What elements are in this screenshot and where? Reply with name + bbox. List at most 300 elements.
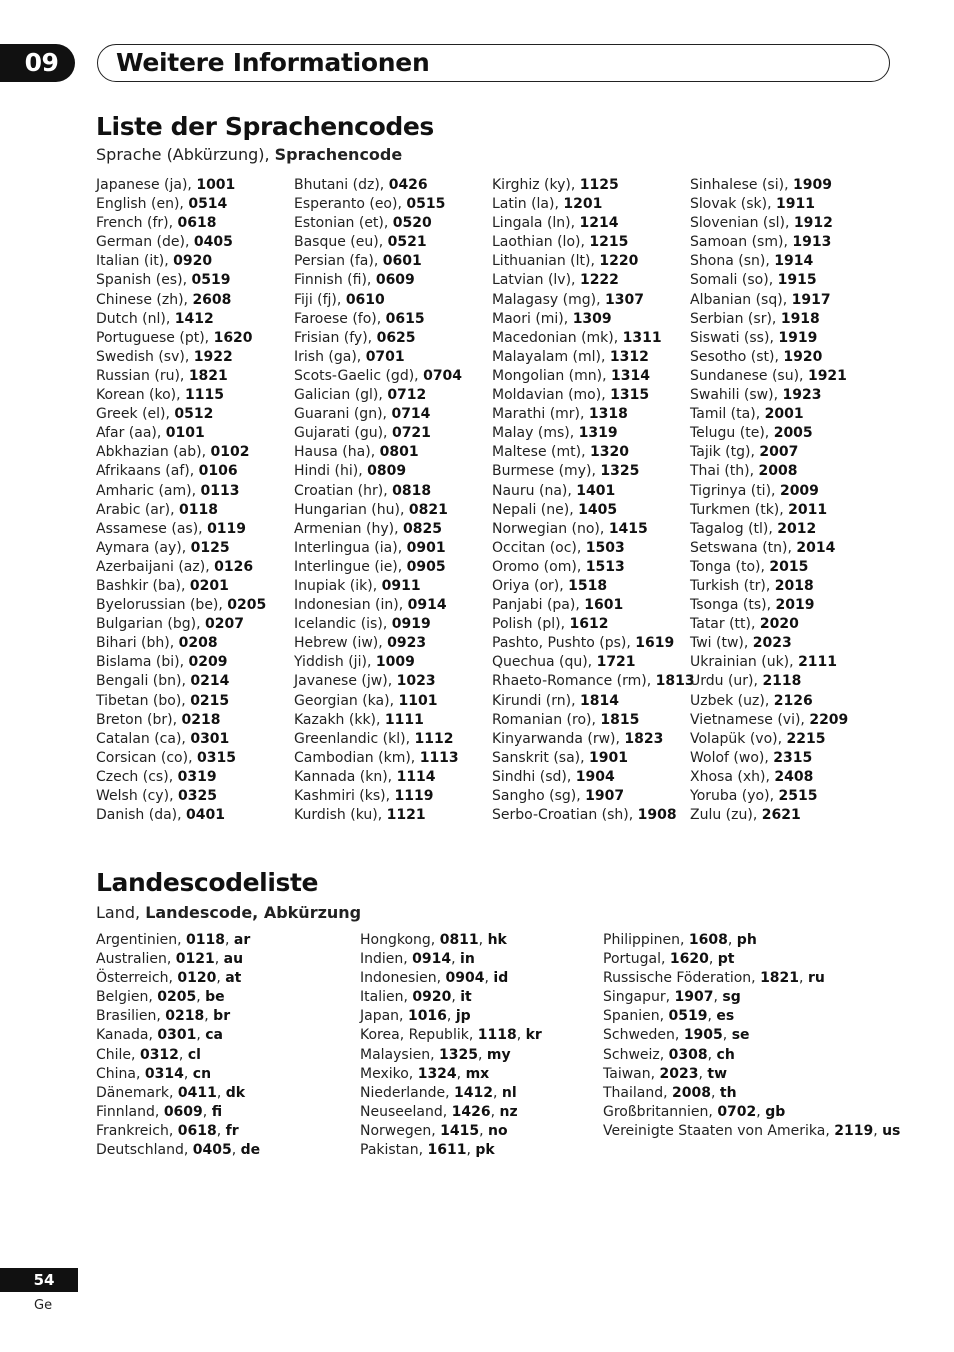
language-entry: Kannada (kn), 1114 (294, 768, 436, 785)
country-entry: Dänemark, 0411, dk (96, 1084, 246, 1101)
language-name: Amharic (am) (96, 482, 192, 499)
language-code: 0215 (190, 692, 230, 709)
language-entry: Persian (fa), 0601 (294, 253, 422, 270)
country-name: Philippinen (603, 932, 681, 948)
language-entry: Siswati (ss), 1919 (690, 329, 818, 346)
language-code: 2315 (773, 749, 813, 766)
country-entry: Russische Föderation, 1821, ru (603, 970, 825, 987)
language-entry: Hausa (ha), 0801 (294, 444, 419, 461)
language-name: Macedonian (mk) (492, 329, 614, 346)
language-name: Bislama (bi) (96, 654, 180, 671)
language-name: Bihari (bh) (96, 635, 170, 652)
country-name: Thailand (603, 1084, 664, 1101)
language-entry: Cambodian (km), 1113 (294, 749, 459, 766)
country-abbreviation: id (493, 970, 509, 987)
language-entry: Turkmen (tk), 2011 (690, 501, 828, 518)
language-entry: Somali (so), 1915 (690, 272, 817, 289)
language-code: 1901 (589, 749, 628, 766)
language-code: 0825 (403, 520, 442, 537)
country-entry: Vereinigte Staaten von Amerika, 2119, us (603, 1122, 901, 1139)
language-code: 1923 (782, 387, 822, 404)
language-name: Samoan (sm) (690, 234, 784, 251)
language-entry: Estonian (et), 0520 (294, 215, 432, 232)
country-entry: Thailand, 2008, th (603, 1084, 737, 1101)
language-name: Pashto, Pushto (ps) (492, 635, 627, 652)
country-code: 0121 (175, 951, 215, 968)
country-abbreviation: th (719, 1084, 737, 1101)
language-name: Polish (pl) (492, 616, 561, 633)
language-name: Byelorussian (be) (96, 597, 219, 614)
language-name: Nauru (na) (492, 482, 568, 499)
language-code: 1119 (394, 788, 434, 804)
language-entry: Thai (th), 2008 (690, 463, 798, 480)
language-code: 0209 (188, 654, 228, 671)
page-number-text: 54 (33, 1271, 55, 1289)
language-entry: Moldavian (mo), 1315 (492, 387, 650, 404)
language-entry: Oriya (or), 1518 (492, 577, 608, 594)
country-abbreviation: in (460, 951, 475, 968)
country-abbreviation: cn (192, 1065, 212, 1082)
language-name: Tagalog (tl) (690, 520, 769, 537)
language-code: 0609 (375, 272, 415, 289)
language-name: Twi (tw) (690, 635, 744, 652)
language-code: 1312 (609, 348, 649, 365)
chapter-number-text: 09 (24, 48, 59, 77)
language-entry: Telugu (te), 2005 (690, 425, 813, 442)
language-entry: Slovenian (sl), 1912 (690, 215, 833, 232)
country-code: 0308 (668, 1046, 708, 1063)
language-code: 2515 (778, 788, 818, 804)
language-column-1 (96, 176, 266, 825)
language-code: 0113 (200, 482, 240, 499)
language-entry: Sindhi (sd), 1904 (492, 768, 615, 785)
language-entry: Marathi (mr), 1318 (492, 406, 628, 423)
language-entry: Kashmiri (ks), 1119 (294, 788, 434, 804)
language-code: 0514 (188, 196, 228, 213)
language-name: Bengali (bn) (96, 673, 182, 690)
country-name: Argentinien (96, 932, 178, 948)
language-name: Sundanese (su) (690, 367, 800, 384)
language-code: 0301 (190, 730, 230, 747)
country-code: 0920 (412, 989, 452, 1006)
language-entry: Greenlandic (kl), 1112 (294, 730, 454, 747)
language-name: Georgian (ka) (294, 692, 390, 709)
language-name: Albanian (sq) (690, 291, 783, 308)
country-code: 0205 (157, 989, 197, 1006)
country-abbreviation: jp (455, 1008, 471, 1025)
country-entry: Italien, 0920, it (360, 989, 472, 1006)
language-name: Ukrainian (uk) (690, 654, 790, 671)
language-code: 1912 (793, 215, 833, 232)
language-name: Tigrinya (ti) (690, 482, 772, 499)
language-name: Italian (it) (96, 253, 165, 270)
language-code: 0214 (190, 673, 230, 690)
language-name: Assamese (as) (96, 520, 199, 537)
language-name: Oriya (or) (492, 577, 560, 594)
language-entry: Norwegian (no), 1415 (492, 520, 648, 537)
country-code: 1412 (453, 1084, 493, 1101)
country-code: 1016 (407, 1008, 447, 1025)
language-code: 0325 (177, 788, 217, 804)
country-entry: Chile, 0312, cl (96, 1046, 201, 1063)
country-abbreviation: nz (499, 1103, 518, 1120)
language-name: Azerbaijani (az) (96, 558, 206, 575)
language-name: Xhosa (xh) (690, 768, 766, 785)
language-entry: Russian (ru), 1821 (96, 367, 228, 384)
language-name: Yoruba (yo) (690, 788, 770, 804)
language-code: 1815 (600, 711, 640, 728)
language-entry: Kirundi (rn), 1814 (492, 692, 619, 709)
language-code: 1320 (589, 444, 629, 461)
language-name: Kannada (kn) (294, 768, 388, 785)
language-name: Somali (so) (690, 272, 769, 289)
language-code: 1201 (563, 196, 603, 213)
language-code: 0401 (186, 807, 226, 824)
language-code: 1121 (386, 807, 426, 824)
language-name: Croatian (hr) (294, 482, 384, 499)
country-entry: Norwegen, 1415, no (360, 1122, 508, 1139)
language-code: 1325 (600, 463, 640, 480)
language-code: 2118 (762, 673, 802, 690)
language-entry: Assamese (as), 0119 (96, 520, 247, 537)
language-code: 0102 (210, 444, 250, 461)
country-entry: Malaysien, 1325, my (360, 1046, 511, 1063)
country-abbreviation: us (882, 1122, 901, 1139)
language-entry: Malayalam (ml), 1312 (492, 348, 649, 365)
language-name: Nepali (ne) (492, 501, 570, 518)
language-code: 1721 (596, 654, 636, 671)
language-name: Norwegian (no) (492, 520, 600, 537)
language-entry: Tibetan (bo), 0215 (96, 692, 230, 709)
language-name: Greek (el) (96, 406, 166, 423)
language-code: 1214 (579, 215, 619, 232)
language-name: Kazakh (kk) (294, 711, 377, 728)
language-entry: Nepali (ne), 1405 (492, 501, 618, 518)
country-abbreviation: pk (475, 1142, 495, 1159)
language-entry: Urdu (ur), 2118 (690, 673, 802, 690)
language-code: 0704 (423, 367, 463, 384)
language-name: Gujarati (gu) (294, 425, 384, 442)
language-entry: Macedonian (mk), 1311 (492, 329, 662, 346)
country-abbreviation: dk (225, 1084, 246, 1101)
language-entry: Quechua (qu), 1721 (492, 654, 636, 671)
language-code: 0208 (178, 635, 218, 652)
country-entry: Australien, 0121, au (96, 951, 244, 968)
language-code: 1309 (572, 310, 612, 327)
chapter-title-bar (97, 44, 890, 82)
language-entry: German (de), 0405 (96, 234, 233, 251)
language-entry: Interlingue (ie), 0905 (294, 558, 446, 575)
language-name: Moldavian (mo) (492, 387, 602, 404)
language-code: 0118 (179, 501, 218, 518)
country-code: 0914 (412, 951, 452, 968)
country-entry: Finnland, 0609, fi (96, 1103, 223, 1120)
language-entry: Occitan (oc), 1503 (492, 539, 625, 556)
language-code: 0618 (177, 215, 217, 232)
country-name: Indonesien (360, 970, 437, 987)
language-name: Vietnamese (vi) (690, 711, 801, 728)
language-entry: Bulgarian (bg), 0207 (96, 616, 244, 633)
country-name: Kanada (96, 1027, 149, 1044)
language-code: 0207 (204, 616, 244, 633)
country-abbreviation: ph (736, 932, 757, 948)
country-code: 0618 (177, 1122, 217, 1139)
country-code: 0118 (186, 932, 225, 948)
language-name: Swahili (sw) (690, 387, 774, 404)
country-name: Österreich (96, 970, 169, 987)
language-name: Guarani (gn) (294, 406, 383, 423)
language-code: 2007 (759, 444, 799, 461)
language-name: Siswati (ss) (690, 329, 770, 346)
language-entry: Bislama (bi), 0209 (96, 654, 228, 671)
language-entry: Sesotho (st), 1920 (690, 348, 823, 365)
language-code: 1314 (611, 367, 650, 384)
country-name: Belgien (96, 989, 149, 1006)
language-code: 0809 (367, 463, 407, 480)
language-name: Javanese (jw) (294, 673, 388, 690)
country-entry: Neuseeland, 1426, nz (360, 1103, 518, 1120)
country-name: Singapur (603, 989, 666, 1006)
language-entry: Tonga (to), 2015 (690, 558, 809, 575)
language-name: Wolof (wo) (690, 749, 765, 766)
language-name: Mongolian (mn) (492, 367, 603, 384)
language-entry: Japanese (ja), 1001 (96, 177, 236, 193)
country-abbreviation: no (488, 1122, 508, 1139)
language-column-2 (294, 176, 462, 825)
language-name: Oromo (om) (492, 558, 577, 575)
language-code: 1412 (174, 310, 214, 327)
language-name: Sangho (sg) (492, 788, 577, 804)
language-entry: Sinhalese (si), 1909 (690, 177, 832, 193)
language-code: 2126 (773, 692, 813, 709)
language-name: German (de) (96, 234, 185, 251)
language-code: 0911 (381, 577, 421, 594)
language-code: 1220 (599, 253, 639, 270)
language-name: Burmese (my) (492, 463, 592, 480)
country-name: Korea, Republik (360, 1027, 469, 1044)
country-code: 0811 (439, 932, 479, 948)
language-name: Bhutani (dz) (294, 177, 380, 193)
language-subtitle-plain: Sprache (Abkürzung), (96, 145, 275, 164)
country-entry: Indien, 0914, in (360, 951, 475, 968)
language-entry: Malay (ms), 1319 (492, 425, 618, 442)
language-name: Laothian (lo) (492, 234, 581, 251)
country-code: 1907 (674, 989, 714, 1006)
language-code: 0721 (391, 425, 431, 442)
language-entry: English (en), 0514 (96, 196, 228, 213)
country-entry: Österreich, 0120, at (96, 970, 242, 987)
language-name: Malay (ms) (492, 425, 570, 442)
language-entry: Armenian (hy), 0825 (294, 520, 442, 537)
language-entry: Greek (el), 0512 (96, 406, 214, 423)
language-code: 0519 (191, 272, 231, 289)
country-code: 1905 (683, 1027, 723, 1044)
country-entry: Belgien, 0205, be (96, 989, 225, 1006)
language-name: Setswana (tn) (690, 539, 788, 556)
language-entry: Icelandic (is), 0919 (294, 616, 431, 633)
language-entry: Twi (tw), 2023 (690, 635, 792, 652)
page-language: Ge (34, 1298, 53, 1313)
language-code: 1023 (396, 673, 436, 690)
language-entry: Bengali (bn), 0214 (96, 673, 230, 690)
country-abbreviation: be (205, 989, 225, 1006)
language-entry: Kazakh (kk), 1111 (294, 711, 424, 728)
language-name: Arabic (ar) (96, 501, 171, 518)
language-code: 2011 (788, 501, 828, 518)
language-name: Sindhi (sd) (492, 768, 567, 785)
language-code: 0905 (406, 558, 446, 575)
language-code: 2608 (192, 291, 232, 308)
language-entry: Esperanto (eo), 0515 (294, 196, 446, 213)
language-name: Lithuanian (lt) (492, 253, 591, 270)
language-entry: Tamil (ta), 2001 (690, 406, 804, 423)
country-code: 0411 (177, 1084, 217, 1101)
language-entry: Hindi (hi), 0809 (294, 463, 407, 480)
language-name: Estonian (et) (294, 215, 384, 232)
country-code: 0120 (177, 970, 217, 987)
language-entry: Sanskrit (sa), 1901 (492, 749, 628, 766)
language-entry: Kinyarwanda (rw), 1823 (492, 730, 664, 747)
country-name: Schweden (603, 1027, 675, 1044)
language-name: Occitan (oc) (492, 539, 577, 556)
language-entry: Inupiak (ik), 0911 (294, 577, 421, 594)
language-name: Welsh (cy) (96, 788, 170, 804)
language-code: 1215 (589, 234, 629, 251)
country-name: Finnland (96, 1103, 155, 1120)
language-code: 0119 (207, 520, 247, 537)
language-name: Uzbek (uz) (690, 692, 765, 709)
language-code: 0610 (345, 291, 385, 308)
language-code: 1415 (608, 520, 648, 537)
chapter-title: Weitere Informationen (116, 48, 430, 77)
language-code: 2019 (775, 597, 815, 614)
language-entry: Interlingua (ia), 0901 (294, 539, 446, 556)
country-code: 2023 (659, 1065, 699, 1082)
language-name: Kinyarwanda (rw) (492, 730, 616, 747)
language-code: 1619 (635, 635, 675, 652)
language-name: Serbo-Croatian (sh) (492, 807, 629, 824)
country-abbreviation: ru (807, 970, 825, 987)
language-name: Maori (mi) (492, 310, 564, 327)
language-entry: Tigrinya (ti), 2009 (690, 482, 819, 499)
language-entry: Tajik (tg), 2007 (690, 444, 799, 461)
language-code: 2209 (809, 711, 849, 728)
language-name: Hebrew (iw) (294, 635, 379, 652)
language-code: 1814 (580, 692, 619, 709)
country-code: 2008 (672, 1084, 711, 1101)
country-name: China (96, 1065, 136, 1082)
language-code: 1319 (578, 425, 618, 442)
country-entry: Japan, 1016, jp (360, 1008, 471, 1025)
language-name: Greenlandic (kl) (294, 730, 406, 747)
language-name: Malagasy (mg) (492, 291, 597, 308)
language-code: 1518 (568, 577, 608, 594)
language-code: 0405 (193, 234, 233, 251)
language-entry: Arabic (ar), 0118 (96, 501, 218, 518)
country-code: 1325 (439, 1046, 478, 1063)
country-name: Vereinigte Staaten von Amerika (603, 1122, 826, 1139)
language-entry: Lithuanian (lt), 1220 (492, 253, 639, 270)
language-entry: Galician (gl), 0712 (294, 387, 427, 404)
country-abbreviation: se (731, 1027, 750, 1044)
country-abbreviation: nl (501, 1084, 517, 1101)
language-code: 1311 (622, 329, 662, 346)
language-entry: Byelorussian (be), 0205 (96, 597, 267, 614)
country-name: Taiwan (603, 1065, 651, 1082)
language-name: Zulu (zu) (690, 807, 753, 824)
country-code: 0314 (144, 1065, 184, 1082)
language-code: 2408 (774, 768, 814, 785)
language-code: 1922 (193, 348, 233, 365)
language-entry: Finnish (fi), 0609 (294, 272, 415, 289)
language-entry: Samoan (sm), 1913 (690, 234, 832, 251)
country-name: Brasilien (96, 1008, 157, 1025)
country-entry: Niederlande, 1412, nl (360, 1084, 517, 1101)
language-code: 1114 (396, 768, 436, 785)
language-subtitle-bold: Sprachencode (274, 145, 403, 164)
language-code: 2621 (761, 807, 801, 824)
language-code: 0920 (173, 253, 213, 270)
language-name: Yiddish (ji) (294, 654, 367, 671)
language-code: 0821 (408, 501, 448, 518)
language-entry: Gujarati (gu), 0721 (294, 425, 431, 442)
language-name: Kurdish (ku) (294, 807, 378, 824)
language-name: Telugu (te) (690, 425, 765, 442)
language-code: 0914 (407, 597, 447, 614)
language-name: French (fr) (96, 215, 169, 232)
country-section-title: Landescodeliste (96, 868, 319, 897)
language-code: 1307 (604, 291, 644, 308)
language-entry: Bashkir (ba), 0201 (96, 577, 229, 594)
language-code: 2009 (779, 482, 819, 499)
language-name: Quechua (qu) (492, 654, 588, 671)
country-name: Malaysien (360, 1046, 431, 1063)
country-code: 0312 (139, 1046, 179, 1063)
language-entry: Spanish (es), 0519 (96, 272, 231, 289)
language-entry: Italian (it), 0920 (96, 253, 213, 270)
language-entry: Catalan (ca), 0301 (96, 730, 230, 747)
language-name: Kirghiz (ky) (492, 177, 571, 193)
language-code: 2023 (752, 635, 792, 652)
country-abbreviation: it (460, 989, 472, 1006)
language-entry: Afar (aa), 0101 (96, 425, 205, 442)
language-code: 1917 (791, 291, 831, 308)
language-code: 0520 (392, 215, 432, 232)
language-code: 1921 (807, 367, 847, 384)
language-entry: Tsonga (ts), 2019 (690, 597, 815, 614)
language-entry: Latvian (lv), 1222 (492, 272, 619, 289)
language-entry: Albanian (sq), 1917 (690, 291, 831, 308)
language-entry: Rhaeto-Romance (rm), 1813 (492, 673, 695, 690)
language-code: 1315 (610, 387, 650, 404)
country-abbreviation: br (213, 1008, 231, 1025)
language-name: Korean (ko) (96, 387, 177, 404)
language-entry: Maori (mi), 1309 (492, 310, 612, 327)
country-section-subtitle (96, 903, 361, 922)
language-entry: Fiji (fj), 0610 (294, 291, 385, 308)
country-name: Deutschland (96, 1142, 184, 1159)
country-entry: Portugal, 1620, pt (603, 951, 735, 968)
language-entry: Malagasy (mg), 1307 (492, 291, 644, 308)
country-column-3 (603, 931, 900, 1141)
language-entry: Croatian (hr), 0818 (294, 482, 432, 499)
language-name: Rhaeto-Romance (rm) (492, 673, 647, 690)
language-code: 1111 (384, 711, 424, 728)
country-entry: Pakistan, 1611, pk (360, 1142, 495, 1159)
country-column-1 (96, 931, 260, 1160)
page-number (0, 1268, 78, 1292)
country-entry: Philippinen, 1608, ph (603, 932, 757, 948)
